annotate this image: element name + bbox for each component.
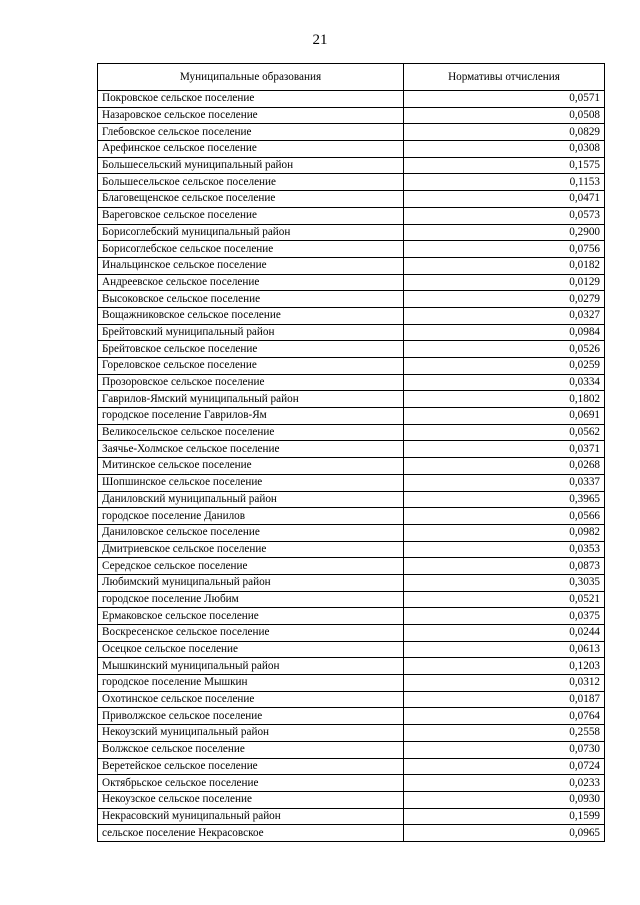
norm-value-cell: 0,2558 [404,725,605,742]
municipality-name-cell: Ермаковское сельское поселение [98,608,404,625]
table-row [98,524,605,541]
table-row [98,474,605,491]
norm-value-cell: 0,0965 [404,825,605,842]
norm-value-cell: 0,1203 [404,658,605,675]
norm-value-cell: 0,0691 [404,408,605,425]
table-row [98,608,605,625]
norm-value-cell: 0,0982 [404,524,605,541]
table-row [98,107,605,124]
table-row [98,274,605,291]
norm-value-cell: 0,0764 [404,708,605,725]
municipality-name-cell: Митинское сельское поселение [98,458,404,475]
municipality-name-cell: Некоузское сельское поселение [98,791,404,808]
norm-value-cell: 0,0566 [404,508,605,525]
municipality-name-cell: Середское сельское поселение [98,558,404,575]
municipality-name-cell: Охотинское сельское поселение [98,691,404,708]
table-row [98,91,605,108]
municipality-name-cell: Дмитриевское сельское поселение [98,541,404,558]
table-row [98,558,605,575]
norm-value-cell: 0,0371 [404,441,605,458]
municipality-name-cell: городское поселение Данилов [98,508,404,525]
table-row [98,808,605,825]
municipality-name-cell: Некоузский муниципальный район [98,725,404,742]
municipality-name-cell: Мышкинский муниципальный район [98,658,404,675]
municipality-name-cell: Большесельское сельское поселение [98,174,404,191]
municipality-name-cell: Покровское сельское поселение [98,91,404,108]
norm-value-cell: 0,0279 [404,291,605,308]
column-header-norms: Нормативы отчисления [404,64,605,91]
norm-value-cell: 0,0327 [404,307,605,324]
table-row [98,441,605,458]
table-row [98,791,605,808]
norm-value-cell: 0,0724 [404,758,605,775]
table-row [98,775,605,792]
table-row [98,591,605,608]
norm-value-cell: 0,1599 [404,808,605,825]
norm-value-cell: 0,0873 [404,558,605,575]
municipality-name-cell: Борисоглебское сельское поселение [98,241,404,258]
table-row [98,741,605,758]
table-row [98,391,605,408]
municipality-name-cell: Даниловское сельское поселение [98,524,404,541]
norm-value-cell: 0,0984 [404,324,605,341]
municipality-name-cell: Гаврилов-Ямский муниципальный район [98,391,404,408]
table-row [98,491,605,508]
table-row [98,408,605,425]
municipality-name-cell: Инальцинское сельское поселение [98,257,404,274]
table-row [98,358,605,375]
municipality-name-cell: Воскресенское сельское поселение [98,625,404,642]
norm-value-cell: 0,0829 [404,124,605,141]
municipality-name-cell: Шопшинское сельское поселение [98,474,404,491]
table-row [98,641,605,658]
municipality-name-cell: Вощажниковское сельское поселение [98,307,404,324]
norm-value-cell: 0,0471 [404,191,605,208]
municipality-name-cell: Октябрьское сельское поселение [98,775,404,792]
table-row [98,374,605,391]
norm-value-cell: 0,0337 [404,474,605,491]
municipality-name-cell: сельское поселение Некрасовское [98,825,404,842]
table-row [98,691,605,708]
municipality-name-cell: Вареговское сельское поселение [98,207,404,224]
table-row [98,224,605,241]
norm-value-cell: 0,3965 [404,491,605,508]
norm-value-cell: 0,0308 [404,141,605,158]
norm-value-cell: 0,0129 [404,274,605,291]
municipality-name-cell: Назаровское сельское поселение [98,107,404,124]
table-row [98,424,605,441]
norm-value-cell: 0,0312 [404,675,605,692]
municipality-name-cell: городское поселение Гаврилов-Ям [98,408,404,425]
municipality-name-cell: Волжское сельское поселение [98,741,404,758]
norm-value-cell: 0,0334 [404,374,605,391]
norm-value-cell: 0,2900 [404,224,605,241]
municipality-name-cell: Приволжское сельское поселение [98,708,404,725]
table-row [98,174,605,191]
municipality-name-cell: городское поселение Мышкин [98,675,404,692]
municipality-name-cell: Брейтовский муниципальный район [98,324,404,341]
municipality-name-cell: Некрасовский муниципальный район [98,808,404,825]
municipality-name-cell: Высоковское сельское поселение [98,291,404,308]
table-row [98,574,605,591]
municipality-name-cell: Глебовское сельское поселение [98,124,404,141]
table-row [98,307,605,324]
table-row [98,658,605,675]
table-row [98,291,605,308]
municipality-name-cell: Осецкое сельское поселение [98,641,404,658]
table-row [98,758,605,775]
table-row [98,141,605,158]
table-row [98,541,605,558]
municipality-name-cell: Арефинское сельское поселение [98,141,404,158]
municipality-name-cell: Великосельское сельское поселение [98,424,404,441]
norm-value-cell: 0,0233 [404,775,605,792]
norm-value-cell: 0,0259 [404,358,605,375]
norm-value-cell: 0,0508 [404,107,605,124]
norm-value-cell: 0,0730 [404,741,605,758]
norm-value-cell: 0,0375 [404,608,605,625]
municipality-name-cell: Прозоровское сельское поселение [98,374,404,391]
norm-value-cell: 0,0526 [404,341,605,358]
table-row [98,341,605,358]
municipality-name-cell: Веретейское сельское поселение [98,758,404,775]
norm-value-cell: 0,0613 [404,641,605,658]
norm-value-cell: 0,1575 [404,157,605,174]
municipality-name-cell: Гореловское сельское поселение [98,358,404,375]
norm-value-cell: 0,0182 [404,257,605,274]
municipality-name-cell: Даниловский муниципальный район [98,491,404,508]
table-row [98,191,605,208]
page-number: 21 [312,32,328,48]
municipality-name-cell: Благовещенское сельское поселение [98,191,404,208]
norm-value-cell: 0,0244 [404,625,605,642]
norm-value-cell: 0,0571 [404,91,605,108]
municipality-name-cell: Заячье-Холмское сельское поселение [98,441,404,458]
table-row [98,725,605,742]
table-row [98,458,605,475]
municipality-name-cell: Большесельский муниципальный район [98,157,404,174]
table-row [98,257,605,274]
table-row [98,625,605,642]
column-header-municipalities: Муниципальные образования [98,64,404,91]
table-row [98,675,605,692]
table-body [98,91,605,842]
municipality-name-cell: Любимский муниципальный район [98,574,404,591]
norm-value-cell: 0,0756 [404,241,605,258]
norm-value-cell: 0,0930 [404,791,605,808]
norm-value-cell: 0,0187 [404,691,605,708]
table-row [98,207,605,224]
table-row [98,157,605,174]
table-row [98,708,605,725]
municipality-name-cell: Борисоглебский муниципальный район [98,224,404,241]
norm-value-cell: 0,1802 [404,391,605,408]
norm-value-cell: 0,0521 [404,591,605,608]
norm-value-cell: 0,0573 [404,207,605,224]
table-row [98,324,605,341]
table-header-row [98,64,605,91]
municipality-name-cell: Брейтовское сельское поселение [98,341,404,358]
norm-value-cell: 0,0562 [404,424,605,441]
municipality-name-cell: городское поселение Любим [98,591,404,608]
norm-value-cell: 0,0353 [404,541,605,558]
table-row [98,124,605,141]
municipality-name-cell: Андреевское сельское поселение [98,274,404,291]
table-row [98,241,605,258]
norms-table [97,63,605,842]
norm-value-cell: 0,0268 [404,458,605,475]
norm-value-cell: 0,3035 [404,574,605,591]
table-row [98,825,605,842]
table-row [98,508,605,525]
norm-value-cell: 0,1153 [404,174,605,191]
